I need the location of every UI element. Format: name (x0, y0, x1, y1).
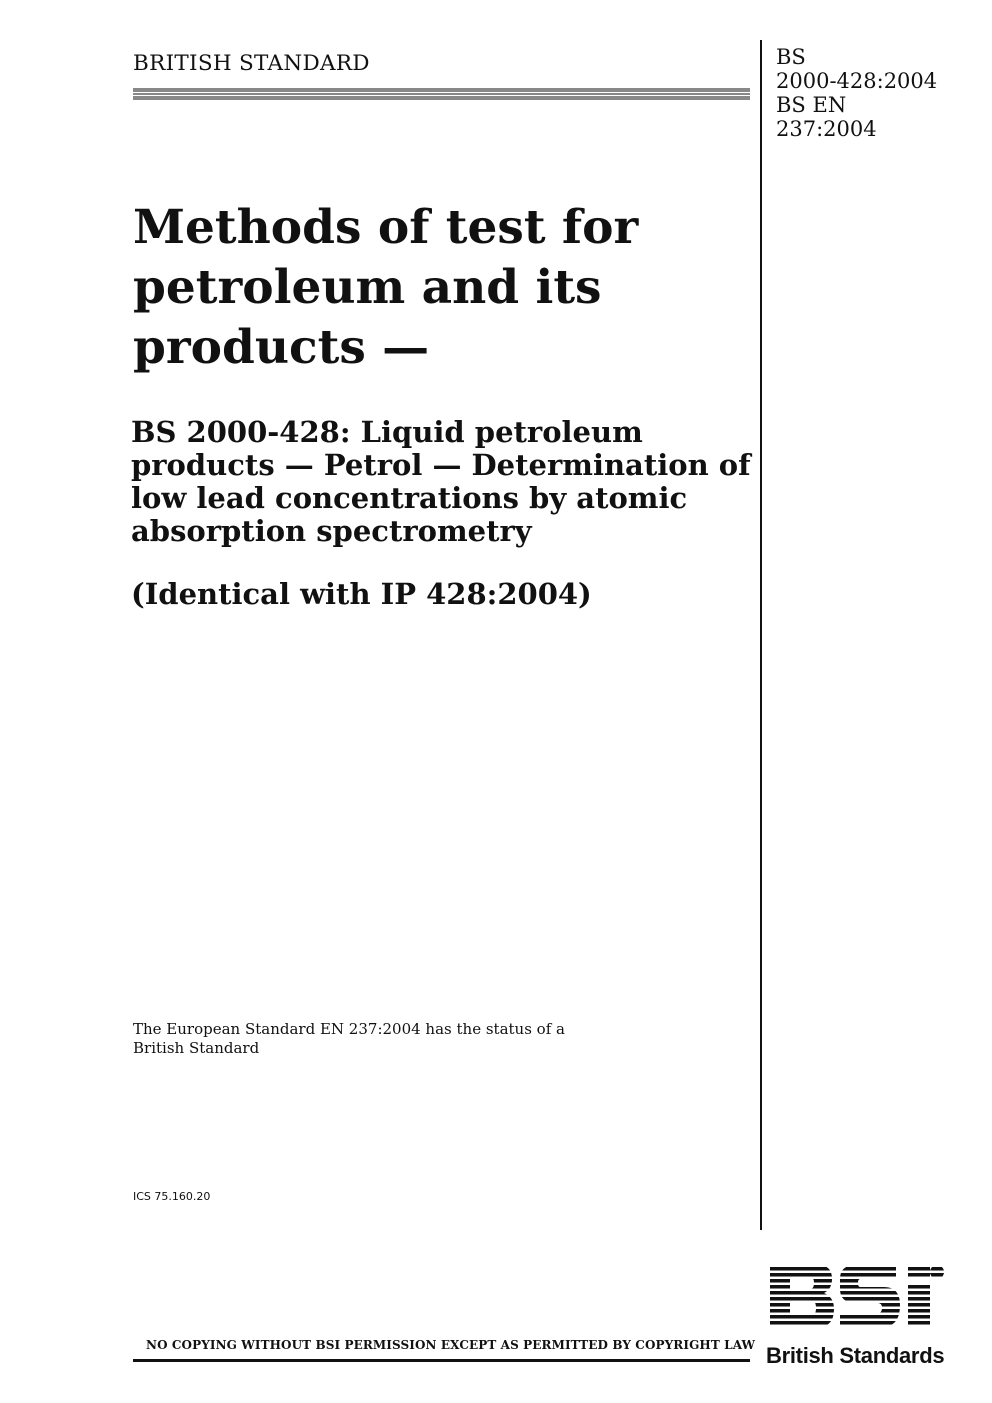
standard-number-line: BS EN (776, 93, 847, 117)
header-rule (133, 88, 750, 100)
identical-note: (Identical with IP 428:2004) (131, 577, 592, 611)
logo-caption: British Standards (766, 1343, 945, 1368)
bottom-rule (133, 1359, 750, 1362)
subtitle-line: absorption spectrometry (131, 514, 532, 548)
ics-code: ICS 75.160.20 (133, 1190, 211, 1203)
status-note-line: British Standard (133, 1039, 260, 1057)
subtitle-line: products — Petrol — Determination of (131, 448, 751, 482)
standard-numbers (776, 45, 937, 141)
bsi-logo (766, 1261, 946, 1331)
subtitle-line: BS 2000-428: Liquid petroleum (131, 415, 643, 449)
title-line: Methods of test for (133, 200, 639, 255)
subtitle-line: low lead concentrations by atomic (131, 481, 688, 515)
subtitle (131, 416, 751, 548)
status-note-line: The European Standard EN 237:2004 has the status of a (133, 1020, 565, 1038)
standard-number-line: 2000-428:2004 (776, 69, 938, 93)
title-line: products — (133, 320, 430, 375)
header-label: BRITISH STANDARD (133, 51, 370, 76)
vertical-divider (760, 40, 762, 1230)
main-title (133, 198, 743, 378)
standard-number-line: BS (776, 45, 806, 69)
title-line: petroleum and its (133, 260, 602, 315)
status-note (133, 1020, 603, 1058)
copyright-notice: NO COPYING WITHOUT BSI PERMISSION EXCEPT AS PERMITTED BY COPYRIGHT LAW (146, 1338, 756, 1352)
standard-number-line: 237:2004 (776, 117, 877, 141)
